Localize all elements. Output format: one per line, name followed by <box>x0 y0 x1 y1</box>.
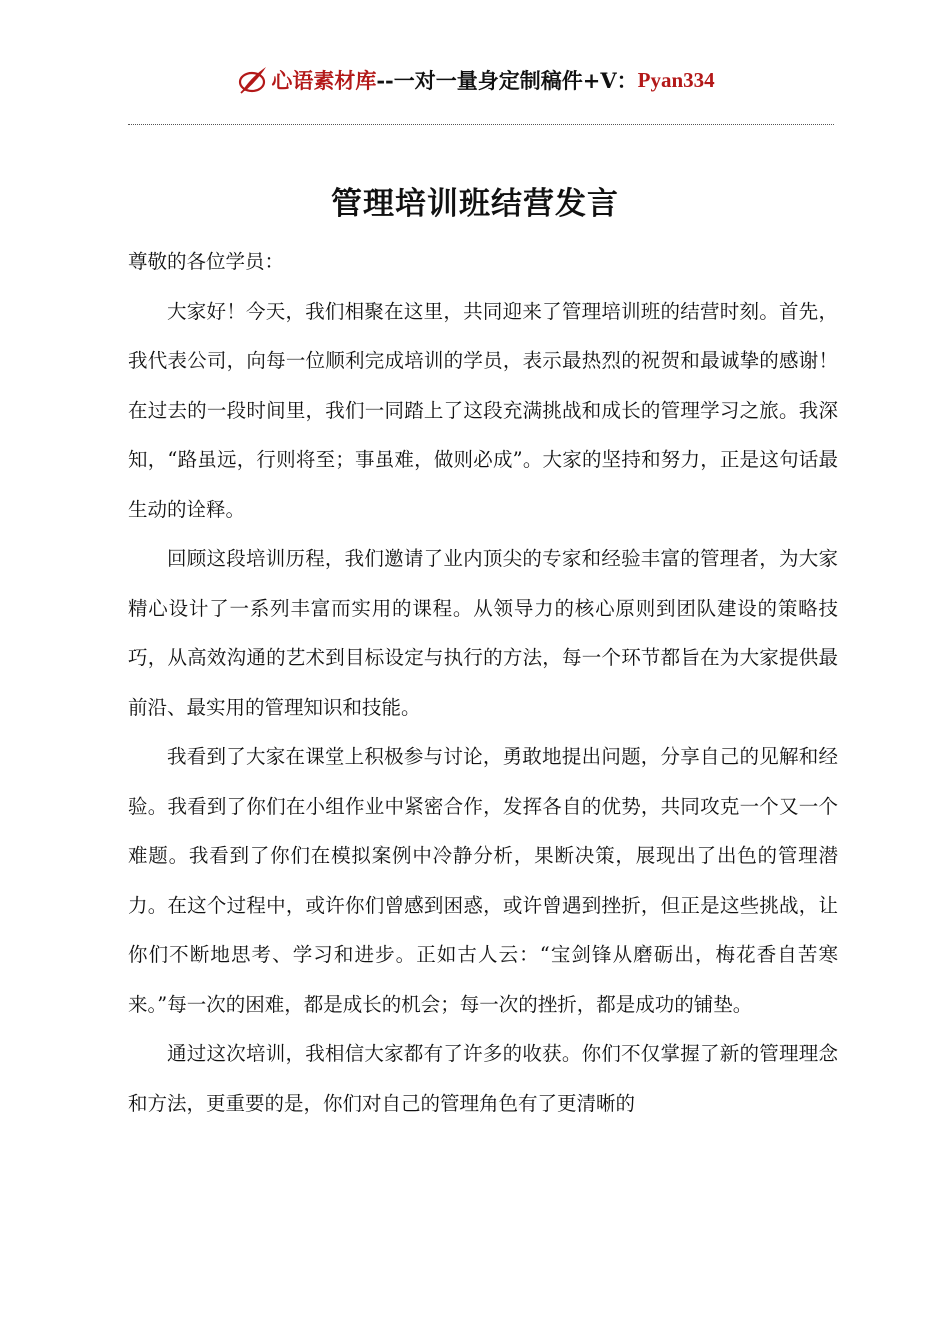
header-brand: 心语素材库 <box>271 68 377 93</box>
document-title: 管理培训班结营发言 <box>331 186 619 222</box>
paragraph-1: 大家好！今天，我们相聚在这里，共同迎来了管理培训班的结营时刻。首先，我代表公司，向每一位顺利完成培训的学员，表示最热烈的祝贺和最诚挚的感谢！在过去的一段时间里，我们一同踏上了这段充满挑战和成长的管理学习之旅。我深知，“路虽远，行则将至；事虽难，做则必成”。大家的坚持和努力，正是这句话最生动的诠释。 <box>128 299 838 521</box>
salutation: 尊敬的各位学员： <box>128 250 285 273</box>
paragraph-3: 我看到了大家在课堂上积极参与讨论，勇敢地提出问题，分享自己的见解和经验。我看到了你们在小组作业中紧密合作，发挥各自的优势，共同攻克一个又一个难题。我看到了你们在模拟案例中冷静分析，果断决策，展现出了出色的管理潜力。在这个过程中，或许你们曾感到困惑，或许曾遇到挫折，但正是这些挑战，让你们不断地思考、学习和进步。正如古人云：“宝剑锋从磨砺出，梅花香自苦寒来。”每一次的困难，都是成长的机会；每一次的挫折，都是成功的铺垫。 <box>128 745 838 1016</box>
header-contact: Pyan334 <box>637 67 715 92</box>
header-tagline: --一对一量身定制稿件+V： <box>376 68 638 93</box>
header-divider <box>128 124 834 125</box>
document-body <box>128 237 838 1128</box>
paragraph-4: 通过这次培训，我相信大家都有了许多的收获。你们不仅掌握了新的管理理念和方法，更重要的是，你们对自己的管理角色有了更清晰的 <box>128 1042 838 1115</box>
paragraph-2: 回顾这段培训历程，我们邀请了业内顶尖的专家和经验丰富的管理者，为大家精心设计了一系列丰富而实用的课程。从领导力的核心原则到团队建设的策略技巧，从高效沟通的艺术到目标设定与执行的方法，每一个环节都旨在为大家提供最前沿、最实用的管理知识和技能。 <box>128 547 838 719</box>
page-header <box>0 58 950 102</box>
quill-logo-icon <box>235 63 269 97</box>
